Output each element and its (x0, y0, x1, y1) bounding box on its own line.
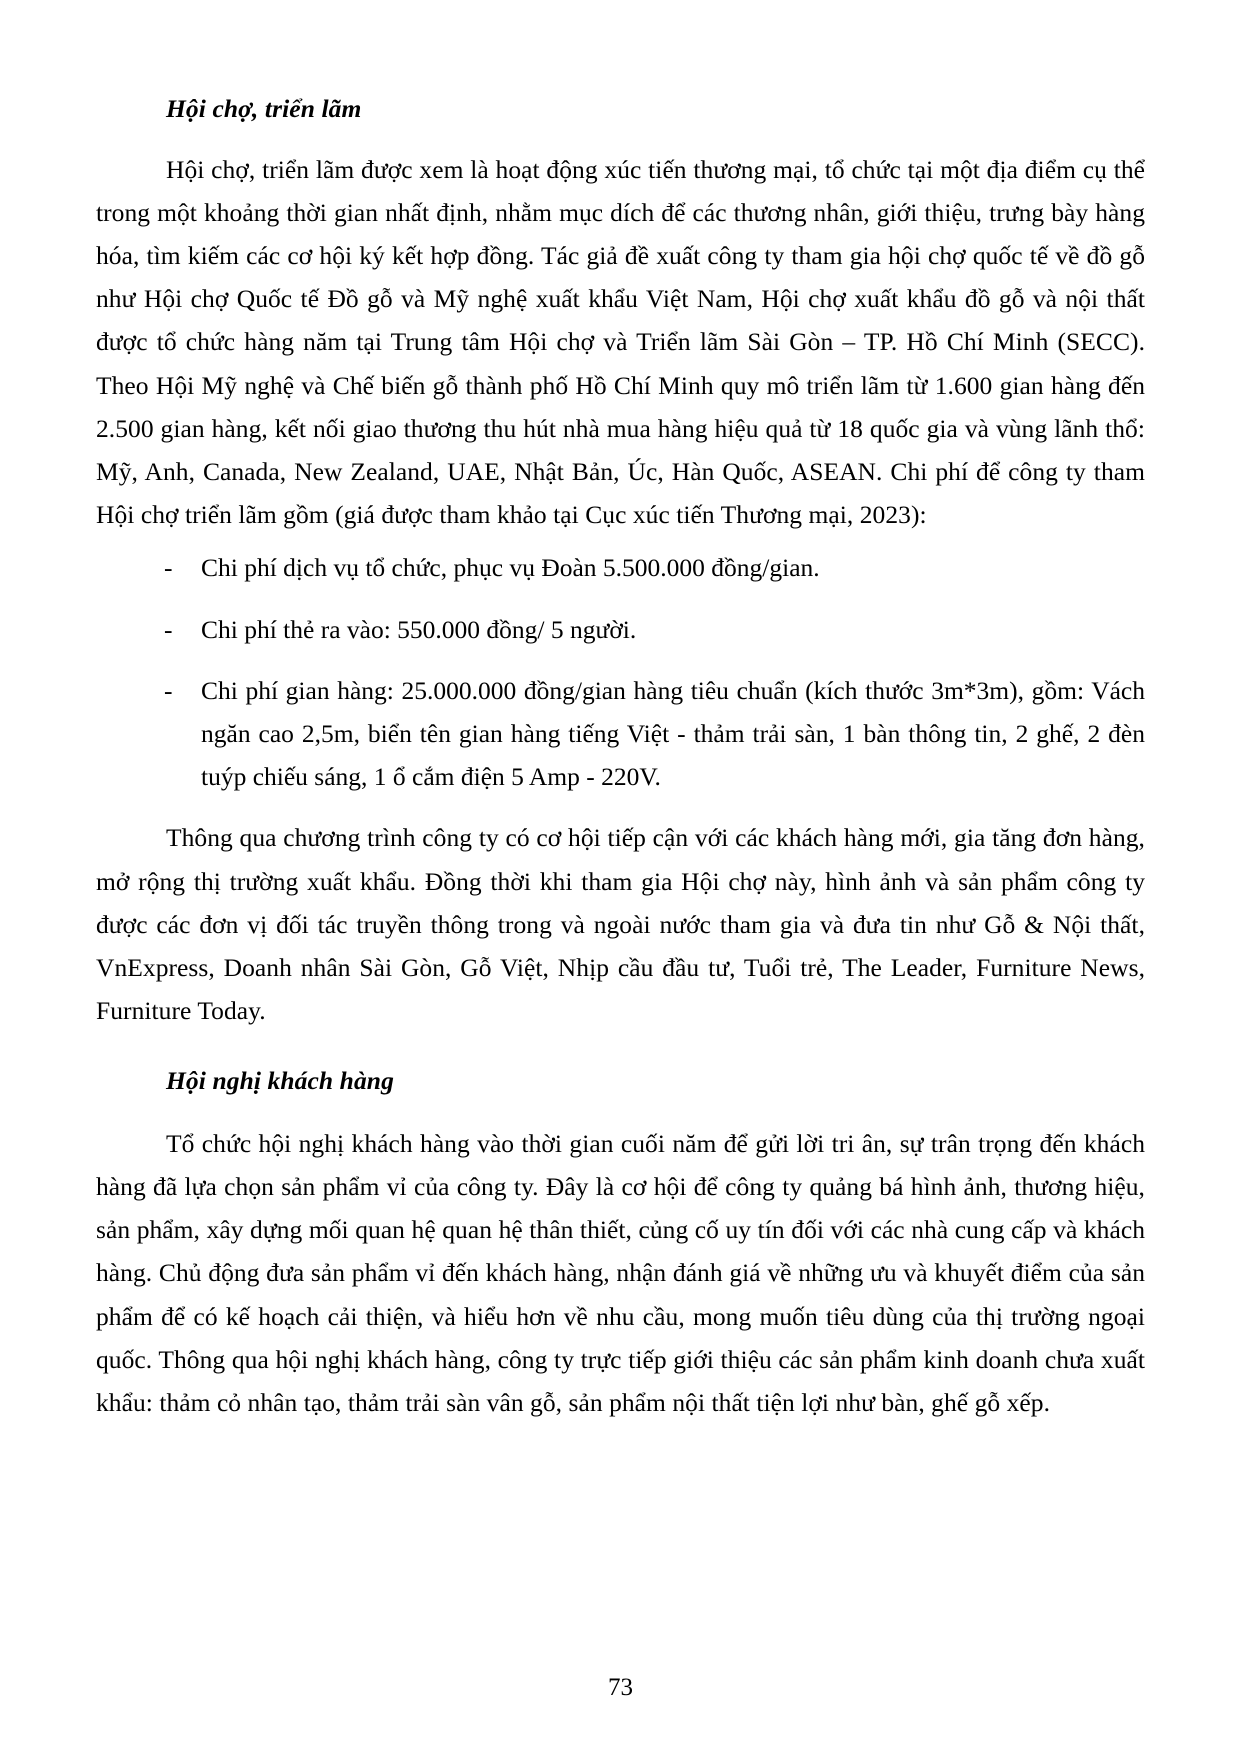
section-heading-hoi-cho-trien-lam: Hội chợ, triển lãm (166, 94, 362, 123)
paragraph-hoi-cho-benefits: Thông qua chương trình công ty có cơ hội tiếp cận với các khách hàng mới, gia tăng đơn hàng, mở rộng thị trường xuất khẩu. Đồng thời khi tham gia Hội chợ này, hình ảnh và sản phẩm công ty được các đơn vị đối tác truyền thông trong và ngoài nước tham gia và đưa tin như Gỗ & Nội thất, VnExpress, Doanh nhân Sài Gòn, Gỗ Việt, Nhịp cầu đầu tư, Tuổi trẻ, The Leader, Furniture News, Furniture Today. (96, 823, 1145, 1026)
list-item (96, 608, 1145, 651)
page-number: 73 (608, 1674, 633, 1701)
paragraph-hoi-nghi-khach-hang: Tổ chức hội nghị khách hàng vào thời gian cuối năm để gửi lời tri ân, sự trân trọng đến khách hàng đã lựa chọn sản phẩm vỉ của công ty. Đây là cơ hội để công ty quảng bá hình ảnh, thương hiệu, sản phẩm, xây dựng mối quan hệ quan hệ thân thiết, củng cố uy tín đối với các nhà cung cấp và khách hàng. Chủ động đưa sản phẩm vỉ đến khách hàng, nhận đánh giá về những ưu và khuyết điểm của sản phẩm để có kế hoạch cải thiện, và hiểu hơn về nhu cầu, mong muốn tiêu dùng của thị trường ngoại quốc. Thông qua hội nghị khách hàng, công ty trực tiếp giới thiệu các sản phẩm kinh doanh chưa xuất khẩu: thảm cỏ nhân tạo, thảm trải sàn vân gỗ, sản phẩm nội thất tiện lợi như bàn, ghế gỗ xếp. (96, 1128, 1145, 1418)
dash-marker: - (164, 675, 173, 705)
dash-marker: - (164, 614, 173, 644)
list-item-label: Chi phí gian hàng: 25.000.000 đồng/gian hàng tiêu chuẩn (kích thước 3m*3m), gồm: Vách ngăn cao 2,5m, biển tên gian hàng tiếng Việt - thảm trải sàn, 1 bàn thông tin, 2 ghế, 2 đèn tuýp chiếu sáng, 1 ổ cắm điện 5 Amp - 220V. (201, 675, 1145, 792)
section-heading-hoi-nghi-khach-hang: Hội nghị khách hàng (166, 1066, 394, 1096)
list-item-label: Chi phí thẻ ra vào: 550.000 đồng/ 5 người. (201, 614, 637, 644)
cost-list (96, 546, 1145, 798)
paragraph-hoi-cho-intro: Hội chợ, triển lãm được xem là hoạt động xúc tiến thương mại, tổ chức tại một địa điểm cụ thể trong một khoảng thời gian nhất định, nhằm mục dích để các thương nhân, giới thiệu, trưng bày hàng hóa, tìm kiếm các cơ hội ký kết hợp đồng. Tác giả đề xuất công ty tham gia hội chợ quốc tế về đồ gỗ như Hội chợ Quốc tế Đồ gỗ và Mỹ nghệ xuất khẩu Việt Nam, Hội chợ xuất khẩu đồ gỗ và nội thất được tổ chức hàng năm tại Trung tâm Hội chợ và Triển lãm Sài Gòn – TP. Hồ Chí Minh (SECC). Theo Hội Mỹ nghệ và Chế biến gỗ thành phố Hồ Chí Minh quy mô triển lãm từ 1.600 gian hàng đến 2.500 gian hàng, kết nối giao thương thu hút nhà mua hàng hiệu quả từ 18 quốc gia và vùng lãnh thổ: Mỹ, Anh, Canada, New Zealand, UAE, Nhật Bản, Úc, Hàn Quốc, ASEAN. Chi phí để công ty tham Hội chợ triển lãm gồm (giá được tham khảo tại Cục xúc tiến Thương mại, 2023): (96, 154, 1145, 530)
list-item-label: Chi phí dịch vụ tổ chức, phục vụ Đoàn 5.500.000 đồng/gian. (201, 553, 820, 583)
list-item (96, 669, 1145, 799)
list-item (96, 546, 1145, 589)
page-content (96, 96, 1145, 1424)
dash-marker: - (164, 553, 173, 583)
